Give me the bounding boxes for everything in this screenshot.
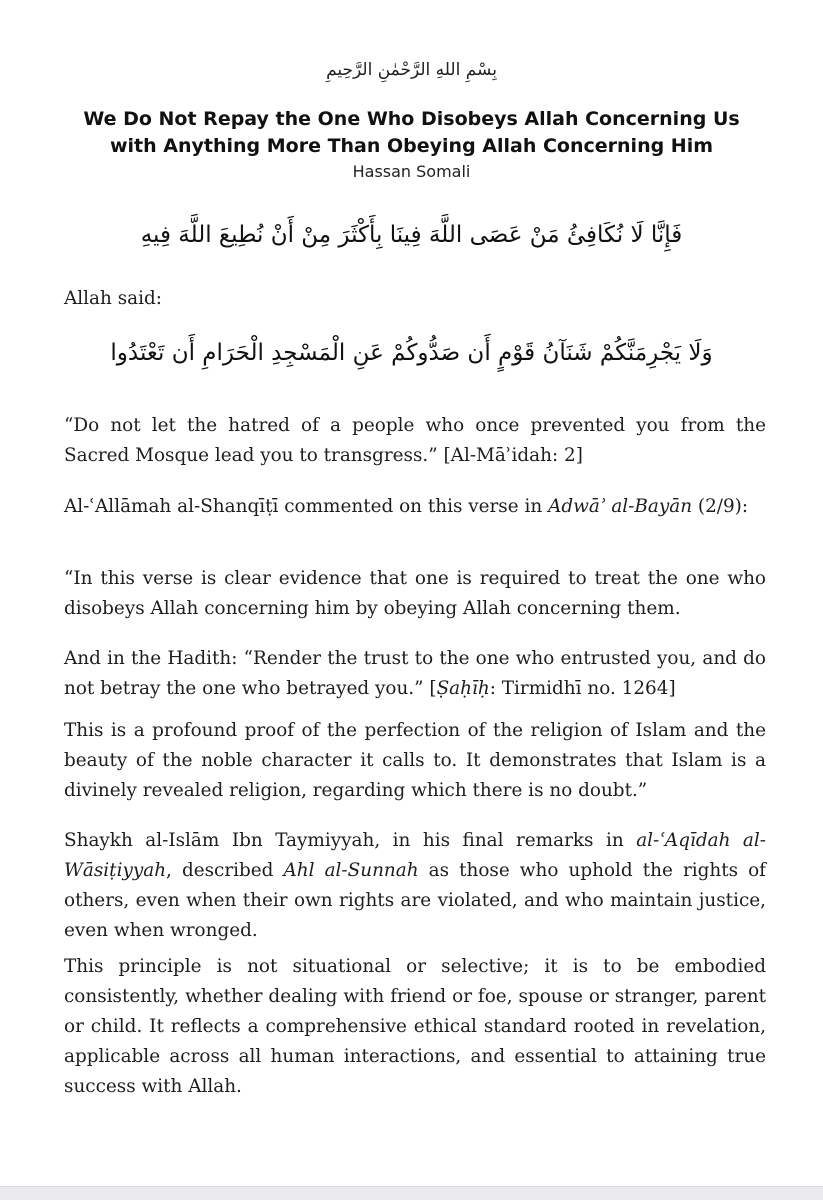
verse-translation-text: “Do not let the hatred of a people who once prevented you from the Sacred Mosque lead you to transgress.” [Al-Māʾidah: 2] — [64, 415, 766, 466]
hadith-paragraph: And in the Hadith: “Render the trust to the one who entrusted you, and do not betray the one who betrayed you.” [Ṣaḥīḥ: Tirmidhī no. 1264] — [64, 648, 766, 699]
arabic-saying: فَإِنَّا لَا نُكَافِئُ مَنْ عَصَى اللَّهَ فِينَا بِأَكْثَرَ مِنْ أَنْ نُطِيعَ اللَّهَ فِيهِ — [140, 222, 683, 248]
quote-paragraph-2: This is a profound proof of the perfection of the religion of Islam and the beauty of the noble character it calls to. It demonstrates that Islam is a divinely revealed religion, regarding which there is no doubt.” — [64, 720, 766, 801]
author-name: Hassan Somali — [352, 162, 471, 181]
intro-text: Allah said: — [64, 288, 162, 309]
verse-translation — [64, 411, 766, 471]
conclusion-paragraph: This principle is not situational or selective; it is to be embodied consistently, whether dealing with friend or foe, spouse or stranger, parent or child. It reflects a comprehensive ethical standard rooted in revelation, applicable across all human interactions, and essential to attaining true success with Allah. — [64, 956, 766, 1097]
title-line-1: We Do Not Repay the One Who Disobeys Allah Concerning Us — [83, 108, 740, 130]
book-title-aqidah: al-ʿAqīdah al-Wāsiṭiyyah — [64, 830, 766, 881]
page-title — [40, 106, 783, 160]
quote-paragraph-1: “In this verse is clear evidence that one is required to treat the one who disobeys Allah concerning him by obeying Allah concerning them. — [64, 568, 766, 619]
title-line-2: with Anything More Than Obeying Allah Concerning Him — [109, 135, 714, 157]
shanqiti-paragraph: Al-ʿAllāmah al-Shanqīṭī commented on this verse in Adwāʾ al-Bayān (2/9): — [64, 496, 749, 517]
ahl-al-sunnah-term: Ahl al-Sunnah — [283, 860, 419, 881]
ibn-taymiyyah-paragraph: Shaykh al-Islām Ibn Taymiyyah, in his final remarks in al-ʿAqīdah al-Wāsiṭiyyah, described Ahl al-Sunnah as those who uphold the rights of others, even when their own rights are violated, and who maintain justice, even when wronged. — [64, 830, 766, 941]
book-title-adwa: Adwāʾ al-Bayān — [548, 496, 693, 517]
basmala-calligraphy: بِسْمِ اللهِ الرَّحْمٰنِ الرَّحِيمِ — [326, 60, 497, 80]
hadith-grade: Ṣaḥīḥ — [436, 678, 490, 699]
quran-verse: وَلَا يَجْرِمَنَّكُمْ شَنَآنُ قَوْمٍ أَن صَدُّوكُمْ عَنِ الْمَسْجِدِ الْحَرَامِ أَن تَعْتَدُوا — [110, 340, 713, 366]
viewer-bottom-edge — [0, 1186, 823, 1200]
